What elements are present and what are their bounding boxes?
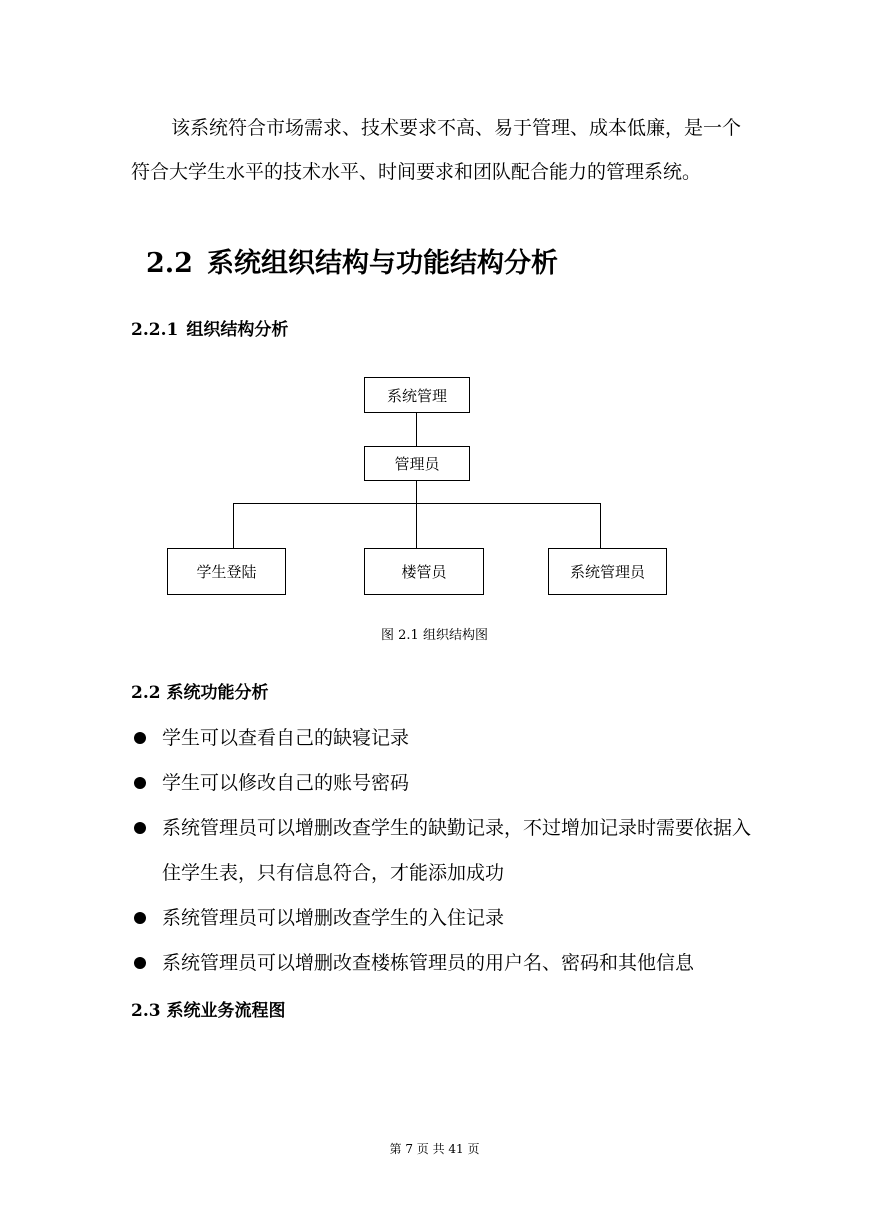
- list-item-text: 系统管理员可以增删改查楼栋管理员的用户名、密码和其他信息: [162, 952, 695, 974]
- connector-horizontal: [233, 503, 601, 504]
- intro-paragraph-text: 该系统符合市场需求、技术要求不高、易于管理、成本低廉，是一个符合大学生水平的技术水平、时间要求和团队配合能力的管理系统。: [131, 117, 742, 183]
- connector-to-right: [600, 503, 601, 549]
- connector-root-to-admin: [416, 412, 417, 446]
- org-node-student-login: 学生登陆: [167, 548, 286, 595]
- org-node-admin: 管理员: [364, 446, 470, 481]
- section-title: 系统组织结构与功能结构分析: [206, 248, 558, 279]
- subsection-number: 2.2.1: [131, 320, 179, 340]
- list-item-text: 系统管理员可以增删改查学生的入住记录: [162, 907, 505, 929]
- bullet-icon: [134, 732, 146, 744]
- org-node-building-manager: 楼管员: [364, 548, 484, 595]
- org-node-root: 系统管理: [364, 377, 470, 413]
- org-node-system-admin: 系统管理员: [548, 548, 667, 595]
- bullet-icon: [134, 777, 146, 789]
- list-item: [131, 761, 751, 806]
- list-item: [131, 806, 751, 896]
- list-item: [131, 896, 751, 941]
- connector-to-left: [233, 503, 234, 549]
- section-number: 2.2: [146, 248, 193, 279]
- subsection-heading-2-3: 2.3 系统业务流程图: [131, 1001, 286, 1021]
- bullet-icon: [134, 957, 146, 969]
- connector-admin-to-center: [416, 480, 417, 549]
- function-list: [131, 716, 751, 986]
- list-item: [131, 716, 751, 761]
- bullet-icon: [134, 822, 146, 834]
- figure-caption: 图 2.1 组织结构图: [381, 628, 488, 643]
- subsection-title: 组织结构分析: [186, 320, 289, 340]
- bullet-icon: [134, 912, 146, 924]
- intro-paragraph: [131, 106, 741, 194]
- subsection-heading-2-2-1: [131, 317, 288, 343]
- subsection-heading-function: 2.2 系统功能分析: [131, 683, 269, 703]
- list-item: [131, 941, 751, 986]
- list-item-text: 学生可以修改自己的账号密码: [162, 772, 410, 794]
- section-heading-2-2: [146, 244, 558, 284]
- page-footer: 第 7 页 共 41 页: [389, 1142, 480, 1156]
- list-item-text: 系统管理员可以增删改查学生的缺勤记录，不过增加记录时需要依据入住学生表，只有信息符合，才能添加成功: [162, 817, 752, 884]
- list-item-text: 学生可以查看自己的缺寝记录: [162, 727, 410, 749]
